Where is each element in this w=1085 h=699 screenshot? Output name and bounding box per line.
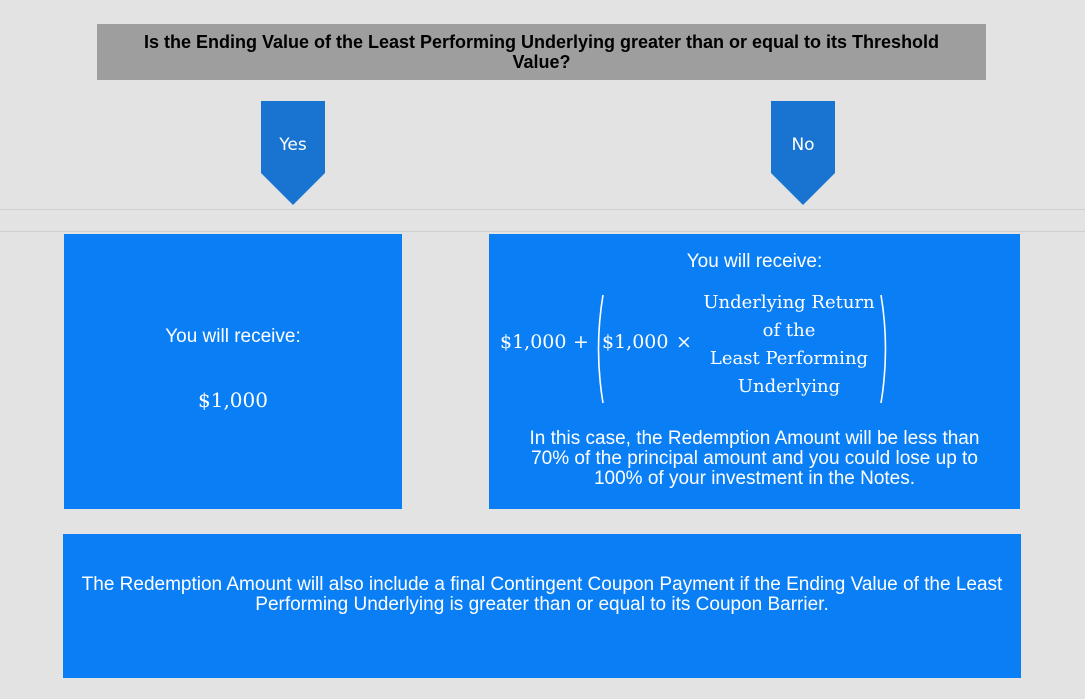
loss-warning-note: In this case, the Redemption Amount will be less than 70% of the principal amount and you could lose up to 100% of your investment in the Notes. xyxy=(529,428,980,489)
coupon-note-box xyxy=(63,534,1021,678)
question-banner: Is the Ending Value of the Least Performing Underlying greater than or equal to its Threshold Value? xyxy=(97,24,986,80)
no-chevron xyxy=(771,101,835,205)
no-label: No xyxy=(791,135,815,155)
separator-line-bottom xyxy=(0,231,1085,232)
formula-return-stack xyxy=(694,289,884,401)
formula-line-2: of the xyxy=(762,320,816,341)
yes-amount: $1,000 xyxy=(198,388,268,412)
formula-times: × xyxy=(676,331,692,353)
yes-label: Yes xyxy=(279,135,307,155)
formula-inner-principal: $1,000 xyxy=(602,331,669,353)
coupon-note-text: The Redemption Amount will also include a final Contingent Coupon Payment if the Ending Value of the Least Performing Underlying is greater than or equal to its Coupon Barrier. xyxy=(81,574,1003,615)
yes-outcome-box xyxy=(64,234,402,509)
formula-line-3: Least Performing xyxy=(709,348,869,369)
yes-chevron xyxy=(261,101,325,205)
separator-line-top xyxy=(0,209,1085,210)
right-paren-icon xyxy=(878,293,892,405)
formula-principal: $1,000 xyxy=(500,331,567,353)
yes-receive-label: You will receive: xyxy=(165,326,301,347)
redemption-formula xyxy=(489,289,1020,409)
no-receive-label: You will receive: xyxy=(686,251,823,272)
formula-line-4: Underlying xyxy=(737,376,841,397)
formula-plus: + xyxy=(573,331,589,353)
formula-line-1: Underlying Return xyxy=(703,292,875,313)
no-outcome-box xyxy=(489,234,1020,509)
